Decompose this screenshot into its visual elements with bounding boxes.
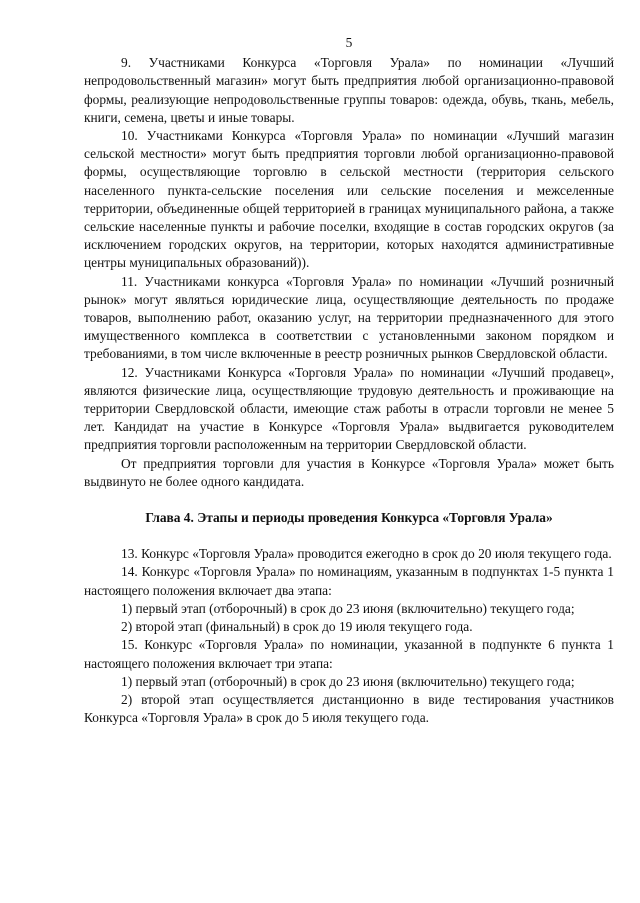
- paragraph-14-stage-1: 1) первый этап (отборочный) в срок до 23 июня (включительно) текущего года;: [121, 600, 575, 616]
- chapter-heading: Глава 4. Этапы и периоды проведения Конкурса «Торговля Урала»: [145, 510, 553, 526]
- paragraph-15: 15. Конкурс «Торговля Урала» по номинации, указанной в подпункте 6 пункта 1 настоящего положения включает три этапа:: [84, 637, 614, 671]
- paragraph-14-stage-2: 2) второй этап (финальный) в срок до 19 июля текущего года.: [121, 619, 473, 635]
- paragraph-14: 14. Конкурс «Торговля Урала» по номинациям, указанным в подпунктах 1-5 пункта 1 настоящего положения включает два этапа:: [84, 564, 614, 598]
- paragraph-10: 10. Участниками Конкурса «Торговля Урала» по номинации «Лучший магазин сельской местности» могут быть предприятия торговли любой организационно-правовой формы, осуществляющие торговлю в сельской местности (территория сельского населенного пункта-сельские поселения или сельские поселения и межселенные территории, объединенные общей территорией в границах муниципального района, а также сельские населенные пункты и рабочие поселки, входящие в состав городских округов (за исключением городских округов, на территории, которых находятся административные центры муниципальных образований)).: [84, 128, 614, 271]
- paragraph-13: 13. Конкурс «Торговля Урала» проводится ежегодно в срок до 20 июля текущего года.: [121, 546, 612, 562]
- paragraph-11: 11. Участниками конкурса «Торговля Урала» по номинации «Лучший розничный рынок» могут являться юридические лица, осуществляющие деятельность по продаже товаров, выполнению работ, оказанию услуг, на территории предназначенного для этого имущественного комплекса в соответствии с установленными законом порядком и требованиями, в том числе включенные в реестр розничных рынков Свердловской области.: [84, 273, 614, 362]
- paragraph-15-stage-2: 2) второй этап осуществляется дистанционно в виде тестирования участников Конкурса «Торговля Урала» в срок до 5 июля текущего года.: [84, 691, 614, 726]
- paragraph-9: 9. Участниками Конкурса «Торговля Урала» по номинации «Лучший непродовольственный магазин» могут быть предприятия любой организационно-правовой формы, реализующие непродовольственные группы товаров: одежда, обувь, ткань, мебель, книги, семена, цветы и иные товары.: [84, 55, 614, 125]
- section-paragraphs-2: [84, 545, 614, 727]
- paragraph-15-stage-1: 1) первый этап (отборочный) в срок до 23 июня (включительно) текущего года;: [121, 673, 575, 689]
- page-number: 5: [345, 35, 353, 50]
- paragraph-12: 12. Участниками Конкурса «Торговля Урала» по номинации «Лучший продавец», являются физические лица, осуществляющие трудовую деятельность и проживающие на территории Свердловской области, имеющие стаж работы в отрасли торговли не менее 5 лет. Кандидат на участие в Конкурсе «Торговля Урала» выдвигается руководителем предприятия торговли расположенным на территории Свердловской области.: [84, 364, 614, 453]
- paragraph-candidate-note: От предприятия торговли для участия в Конкурсе «Торговля Урала» может быть выдвинуто не более одного кандидата.: [84, 455, 614, 489]
- section-paragraphs-1: [84, 54, 614, 491]
